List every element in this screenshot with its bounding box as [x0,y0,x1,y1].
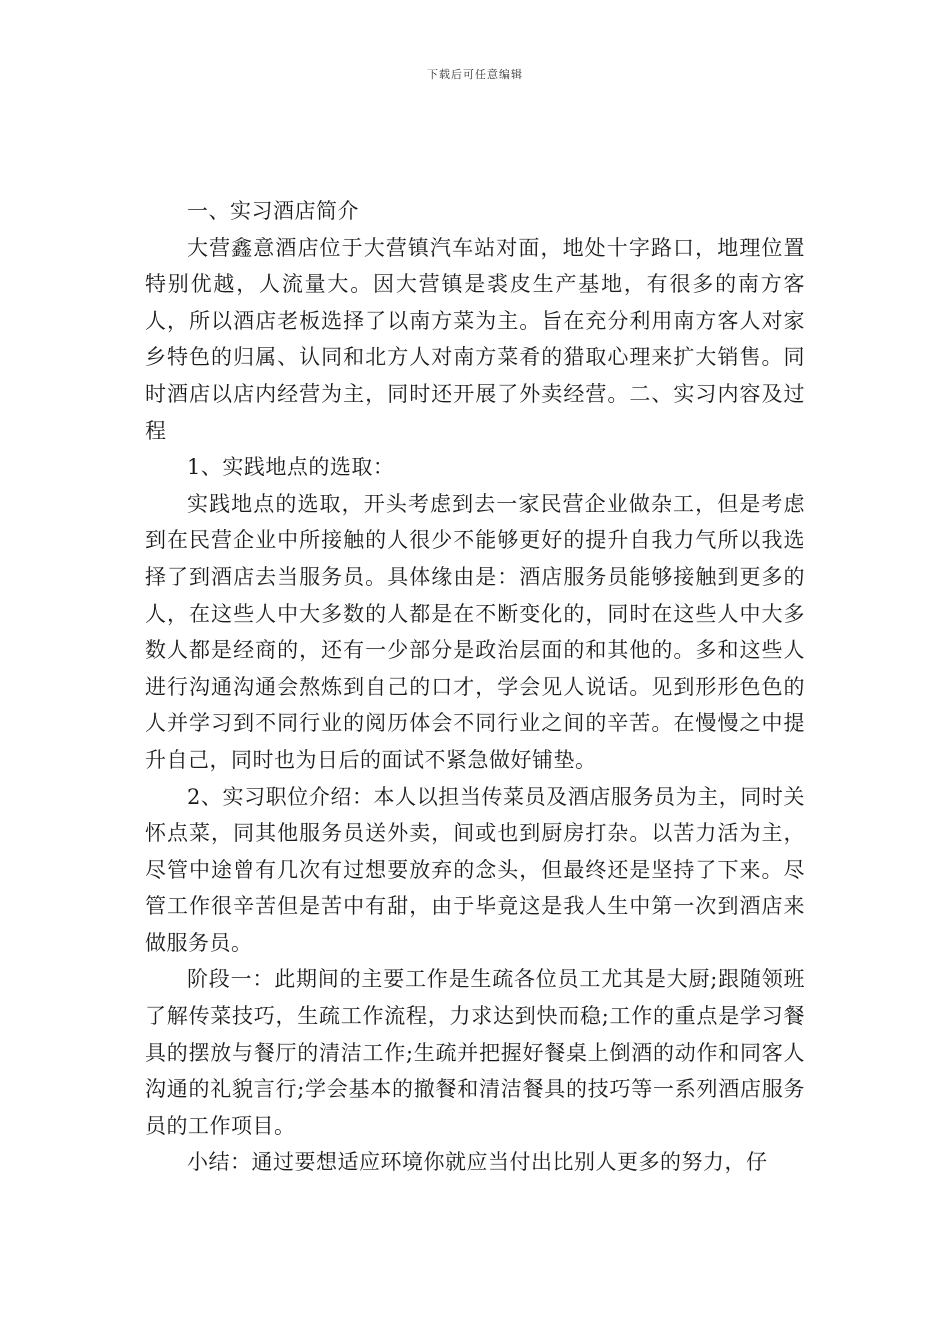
document-body [145,193,805,1181]
subheading-location: 1、实践地点的选取： [187,455,395,480]
paragraph-hotel-intro: 大营鑫意酒店位于大营镇汽车站对面，地处十字路口，地理位置特别优越，人流量大。因大营镇是裘皮生产基地，有很多的南方客人，所以酒店老板选择了以南方菜为主。旨在充分利用南方客人对家乡特色的归属、认同和北方人对南方菜肴的猎取心理来扩大销售。同时酒店以店内经营为主，同时还开展了外卖经营。二、实习内容及过程 [145,235,805,443]
paragraph-stage-one: 阶段一：此期间的主要工作是生疏各位员工尤其是大厨;跟随领班了解传菜技巧，生疏工作流程，力求达到快而稳;工作的重点是学习餐具的摆放与餐厅的清洁工作;生疏并把握好餐桌上倒酒的动作和同客人沟通的礼貌言行;学会基本的撤餐和清洁餐具的技巧等一系列酒店服务员的工作项目。 [145,967,805,1138]
paragraph-location: 实践地点的选取，开头考虑到去一家民营企业做杂工，但是考虑到在民营企业中所接触的人很少不能够更好的提升自我力气所以我选择了到酒店去当服务员。具体缘由是：酒店服务员能够接触到更多的人，在这些人中大多数的人都是在不断变化的，同时在这些人中大多数人都是经商的，还有一少部分是政治层面的和其他的。多和这些人进行沟通沟通会熬炼到自己的口才，学会见人说话。见到形形色色的人并学习到不同行业的阅历体会不同行业之间的辛苦。在慢慢之中提升自己，同时也为日后的面试不紧急做好铺垫。 [145,491,805,772]
paragraph-position: 2、实习职位介绍：本人以担当传菜员及酒店服务员为主，同时关怀点菜，同其他服务员送外卖，间或也到厨房打杂。以苦力活为主，尽管中途曾有几次有过想要放弃的念头，但最终还是坚持了下来。尽管工作很辛苦但是苦中有甜，由于毕竟这是我人生中第一次到酒店来做服务员。 [145,784,805,955]
section-heading-intro: 一、实习酒店简介 [187,199,359,223]
paragraph-summary: 小结：通过要想适应环境你就应当付出比别人更多的努力，仔 [187,1150,768,1175]
header-note: 下载后可任意编辑 [427,68,523,81]
